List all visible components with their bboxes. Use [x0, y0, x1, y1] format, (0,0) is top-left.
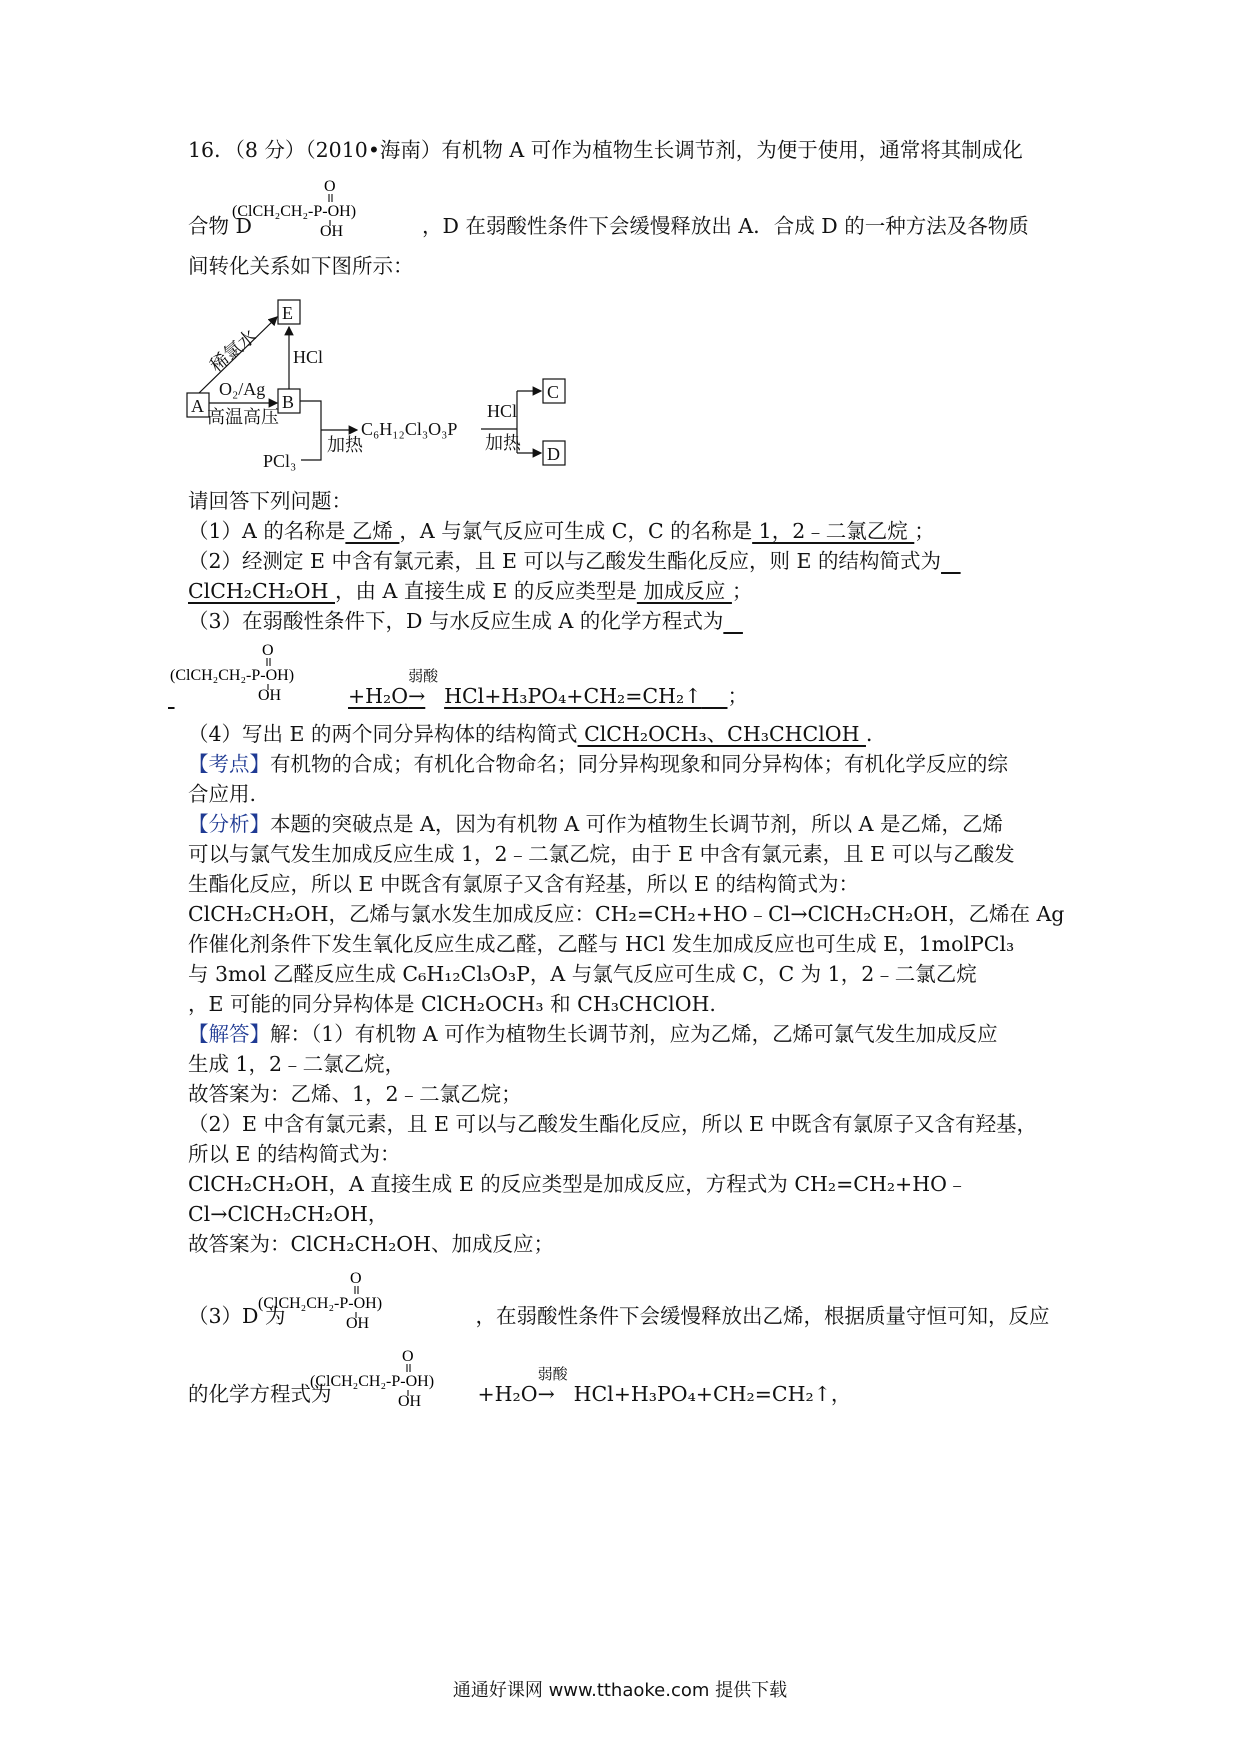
jieda-line-4: （2）E 中含有氯元素，且 E 可以与乙酸发生酯化反应，所以 E 中既含有氯原子又含有羟基， — [188, 1112, 1038, 1136]
struct-formula: (ClCH₂CH₂-P-OH) — [258, 1295, 383, 1312]
footer-text: 通通好课网 www.tthaoke.com 提供下载 — [452, 1680, 788, 1701]
jieda-line-6: ClCH₂CH₂OH，A 直接生成 E 的反应类型是加成反应，方程式为 CH₂=CH₂+HO﹣ — [188, 1172, 968, 1196]
q1-pre: （1）A 的名称是 — [188, 519, 346, 543]
jieda-tag: 【解答】 — [188, 1022, 270, 1046]
jieda-l10-pre: 的化学方程式为 — [188, 1382, 332, 1406]
fenxi-line-3: 生酯化反应，所以 E 中既含有氯原子又含有羟基，所以 E 的结构简式为： — [188, 872, 859, 896]
fenxi-line-6: 与 3mol 乙醛反应生成 C₆H₁₂Cl₃O₃P，A 与氯气反应可生成 C，C 为 1，2﹣二氯乙烷 — [188, 962, 977, 986]
jieda-line-3: 故答案为：乙烯、1，2﹣二氯乙烷； — [188, 1082, 522, 1106]
label-d: D — [547, 444, 560, 464]
jieda-text-1: 解：（1）有机物 A 可作为植物生长调节剂，应为乙烯，乙烯可氯气发生加成反应 — [270, 1022, 998, 1046]
struct-o: O — [324, 178, 336, 195]
struct-oh: OH — [258, 687, 282, 704]
q2-answer-1: ClCH₂CH₂OH — [188, 579, 336, 603]
q3-condition: 弱酸 — [408, 667, 439, 685]
jieda-l10-condition: 弱酸 — [537, 1365, 568, 1383]
q4-line — [188, 718, 886, 750]
q4-end: ． — [865, 722, 887, 746]
q3-end: ； — [727, 684, 748, 708]
q4-answer: ClCH₂OCH₃、CH₃CHClOH — [577, 722, 866, 746]
fenxi-line-4: ClCH₂CH₂OH，乙烯与氯水发生加成反应：CH₂=CH₂+HO﹣Cl→ClCH₂CH₂OH，乙烯在 Ag — [188, 902, 1065, 926]
jieda-l10-water: +H₂O — [477, 1382, 538, 1406]
struct-o: O — [262, 642, 274, 659]
q3-products: HCl+H₃PO₄+CH₂=CH₂↑ — [444, 684, 702, 708]
kaodian-line-2: 合应用. — [188, 782, 257, 806]
kaodian-tag: 【考点】 — [188, 752, 270, 776]
question-line-2 — [188, 210, 1029, 242]
question-line-1: 16．（8 分）（2010•海南）有机物 A 可作为植物生长调节剂，为便于使用，通常将其制成化 — [188, 138, 1023, 162]
jieda-line-2: 生成 1，2﹣二氯乙烷， — [188, 1052, 406, 1076]
jieda-l9-post: ，在弱酸性条件下会缓慢释放出乙烯，根据质量守恒可知，反应 — [475, 1304, 1050, 1328]
intermediate-formula: C₆H₁₂Cl₃O₃P — [361, 419, 458, 439]
struct-o: O — [350, 1270, 362, 1287]
jieda-line-9 — [188, 1300, 1050, 1332]
q1-answer-2: 1，2﹣二氯乙烷 — [752, 519, 915, 543]
struct-oh: OH — [320, 223, 344, 240]
reagent-heat-2: 加热 — [485, 433, 521, 453]
reagent-pcl3: PCl₃ — [263, 451, 297, 471]
reagent-dilute: 稀氯水 — [206, 325, 261, 376]
q1-answer-1: 乙烯 — [345, 519, 400, 543]
q3-water: +H₂O — [348, 684, 409, 708]
jieda-line-7: Cl→ClCH₂CH₂OH， — [188, 1202, 389, 1226]
label-c: C — [547, 382, 560, 402]
struct-formula: (ClCH₂CH₂-P-OH) — [310, 1373, 435, 1390]
fenxi-text-1: 本题的突破点是 A，因为有机物 A 可作为植物生长调节剂，所以 A 是乙烯，乙烯 — [270, 812, 1003, 836]
jieda-line-8: 故答案为：ClCH₂CH₂OH、加成反应； — [188, 1232, 554, 1256]
struct-oh: OH — [346, 1315, 370, 1332]
label-a: A — [191, 396, 204, 416]
q2-answer-2: 加成反应 — [636, 579, 732, 603]
q4-pre: （4）写出 E 的两个同分异构体的结构简式 — [188, 722, 578, 746]
label-e: E — [282, 303, 293, 323]
prompt: 请回答下列问题： — [188, 489, 352, 513]
label-b: B — [282, 392, 295, 412]
question-line-2-pre: 合物 D — [188, 214, 252, 238]
fenxi-line-2: 可以与氯气发生加成反应生成 1，2﹣二氯乙烷，由于 E 中含有氯元素，且 E 可以与乙酸发 — [188, 842, 1015, 866]
jieda-l10-arrow: 弱酸 → — [538, 1378, 574, 1410]
q2-line-2 — [188, 575, 752, 607]
reagent-heat-1: 加热 — [327, 435, 363, 455]
kaodian-text-1: 有机物的合成；有机化合物命名；同分异构现象和同分异构体；有机化学反应的综 — [270, 752, 1008, 776]
reagent-o2ag: O₂/Ag — [219, 379, 266, 399]
q3-pre: （3）在弱酸性条件下，D 与水反应生成 A 的化学方程式为 — [188, 609, 724, 633]
q2-line-1 — [188, 545, 961, 577]
q1-end: ； — [914, 519, 935, 543]
fenxi-line-7: ，E 可能的同分异构体是 ClCH₂OCH₃ 和 CH₃CHClOH. — [188, 992, 716, 1016]
q1-mid: ，A 与氯气反应可生成 C，C 的名称是 — [399, 519, 753, 543]
struct-formula: (ClCH₂CH₂-P-OH) — [232, 203, 357, 220]
jieda-l9-pre: （3）D 为 — [188, 1304, 286, 1328]
q2-end: ； — [731, 579, 753, 603]
reaction-diagram — [185, 303, 605, 475]
reagent-high-tp: 高温高压 — [207, 407, 279, 427]
q1-line — [188, 515, 935, 547]
question-line-3: 间转化关系如下图所示： — [188, 254, 414, 278]
question-line-2-post: ，D 在弱酸性条件下会缓慢释放出 A．合成 D 的一种方法及各物质 — [421, 214, 1029, 238]
q3-line-1 — [188, 605, 743, 637]
q2-pre: （2）经测定 E 中含有氯元素，且 E 可以与乙酸发生酯化反应，则 E 的结构简式为 — [188, 549, 942, 573]
jieda-l10-products: HCl+H₃PO₄+CH₂=CH₂↑， — [573, 1382, 852, 1406]
fenxi-line-1 — [188, 808, 1003, 840]
struct-oh: OH — [398, 1393, 422, 1410]
struct-o: O — [402, 1348, 414, 1365]
fenxi-tag: 【分析】 — [188, 812, 270, 836]
reagent-hcl-up: HCl — [293, 347, 324, 367]
kaodian-line-1 — [188, 748, 1008, 780]
struct-formula: (ClCH₂CH₂-P-OH) — [170, 667, 295, 684]
jieda-line-5: 所以 E 的结构简式为： — [188, 1142, 401, 1166]
q3-arrow: 弱酸 → — [408, 680, 444, 712]
jieda-line-1 — [188, 1018, 998, 1050]
q2-mid: ，由 A 直接生成 E 的反应类型是 — [335, 579, 637, 603]
fenxi-line-5: 作催化剂条件下发生氧化反应生成乙醛，乙醛与 HCl 发生加成反应也可生成 E，1molPCl₃ — [188, 932, 1015, 956]
jieda-line-10 — [188, 1365, 852, 1410]
reagent-hcl-2: HCl — [487, 401, 518, 421]
